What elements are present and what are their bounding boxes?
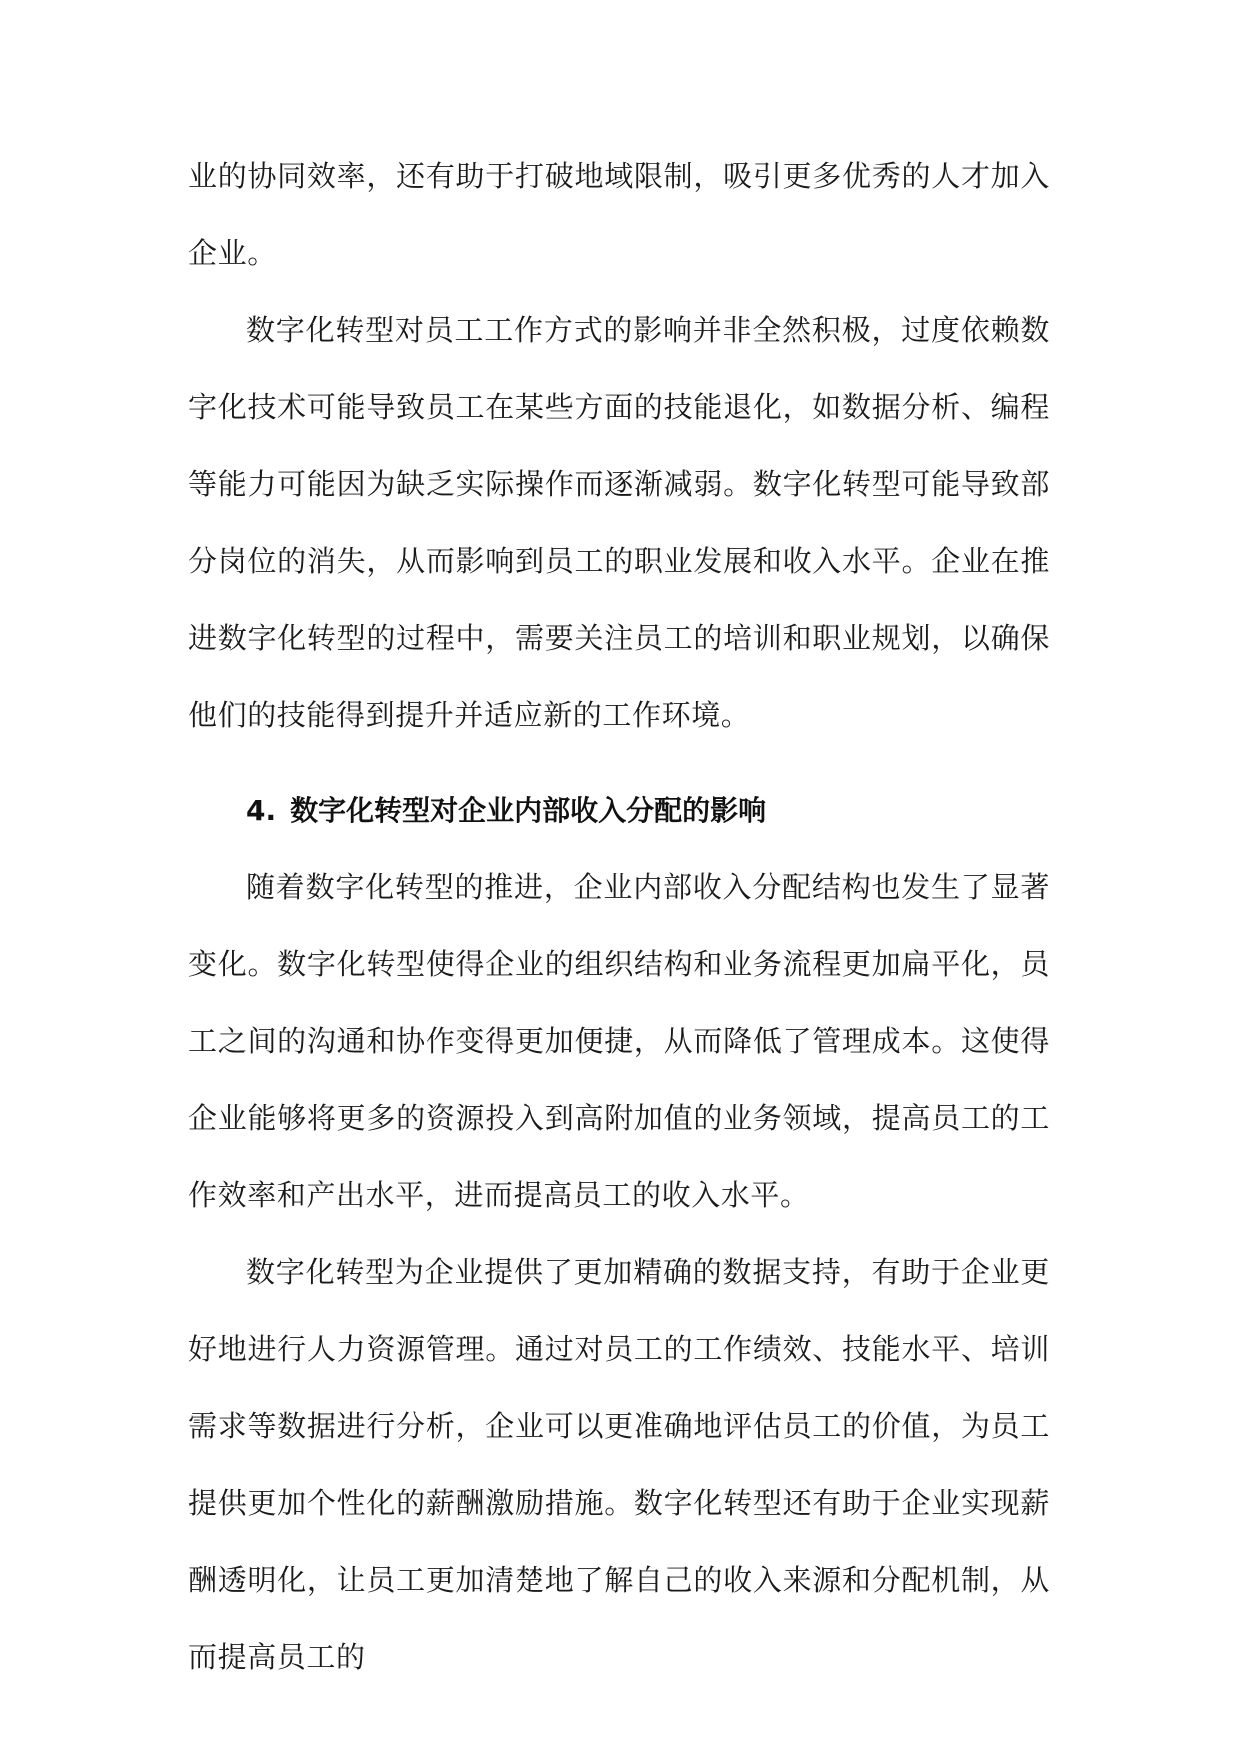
paragraph-3: 随着数字化转型的推进，企业内部收入分配结构也发生了显著变化。数字化转型使得企业的组织结构和业务流程更加扁平化，员工之间的沟通和协作变得更加便捷，从而降低了管理成本。这使得企业能够将更多的资源投入到高附加值的业务领域，提高员工的工作效率和产出水平，进而提高员工的收入水平。 — [188, 870, 1050, 1212]
paragraph-4: 数字化转型为企业提供了更加精确的数据支持，有助于企业更好地进行人力资源管理。通过对员工的工作绩效、技能水平、培训需求等数据进行分析，企业可以更准确地评估员工的价值，为员工提供更加个性化的薪酬激励措施。数字化转型还有助于企业实现薪酬透明化，让员工更加清楚地了解自己的收入来源和分配机制，从而提高员工的 — [188, 1255, 1050, 1674]
paragraph-2: 数字化转型对员工工作方式的影响并非全然积极，过度依赖数字化技术可能导致员工在某些方面的技能退化，如数据分析、编程等能力可能因为缺乏实际操作而逐渐减弱。数字化转型可能导致部分岗位的消失，从而影响到员工的职业发展和收入水平。企业在推进数字化转型的过程中，需要关注员工的培训和职业规划，以确保他们的技能得到提升并适应新的工作环境。 — [188, 313, 1050, 732]
section-title: 数字化转型对企业内部收入分配的影响 — [290, 794, 767, 827]
paragraph-1: 业的协同效率，还有助于打破地域限制，吸引更多优秀的人才加入企业。 — [188, 159, 1050, 270]
document-body — [188, 138, 1050, 1696]
section-number: 4. — [246, 794, 277, 827]
section-heading — [188, 772, 1050, 849]
